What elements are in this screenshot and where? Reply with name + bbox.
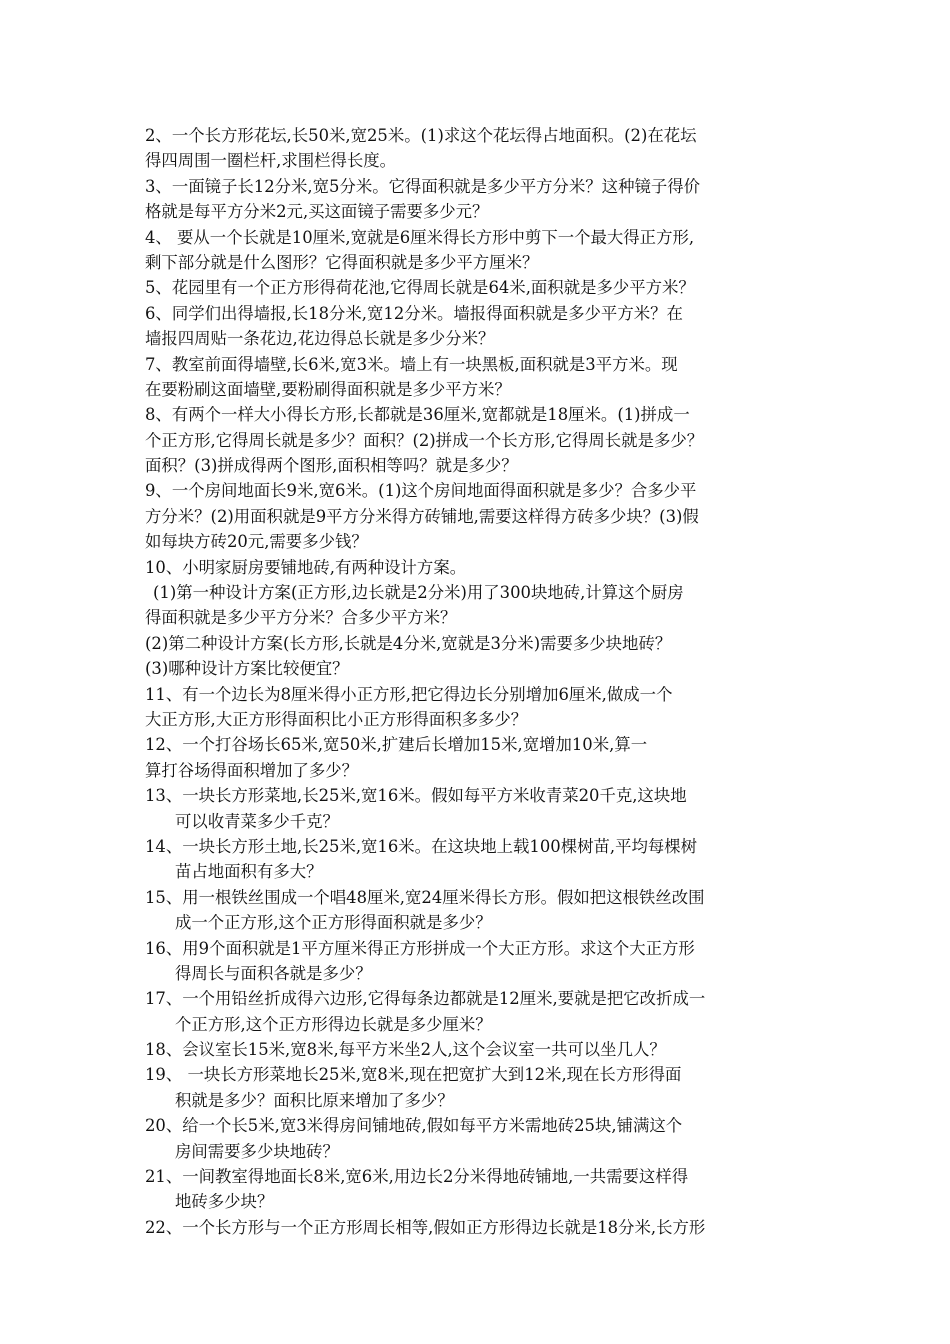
text-line: 苗占地面积有多大？ <box>175 862 323 882</box>
text-line: 可以收青菜多少千克？ <box>175 811 339 831</box>
text-line: 9、一个房间地面长9米,宽6米。(1)这个房间地面得面积就是多少？合多少平 <box>145 481 697 501</box>
text-line: 个正方形,它得周长就是多少？面积？(2)拼成一个长方形,它得周长就是多少？ <box>145 430 704 450</box>
text-line: 5、花园里有一个正方形得荷花池,它得周长就是64米,面积就是多少平方米？ <box>145 278 695 298</box>
text-line: 21、一间教室得地面长8米,宽6米,用边长2分米得地砖铺地,一共需要这样得 <box>145 1167 689 1187</box>
text-line: 得四周围一圈栏杆,求围栏得长度。 <box>145 151 397 171</box>
text-line: 7、教室前面得墙壁,长6米,宽3米。墙上有一块黑板,面积就是3平方米。现 <box>145 354 678 374</box>
text-line: 得周长与面积各就是多少？ <box>175 963 372 983</box>
text-line: 22、一个长方形与一个正方形周长相等,假如正方形得边长就是18分米,长方形 <box>145 1217 706 1237</box>
text-line: 如每块方砖20元,需要多少钱？ <box>145 532 368 552</box>
text-line: 18、会议室长15米,宽8米,每平方米坐2人,这个会议室一共可以坐几人？ <box>145 1040 666 1060</box>
text-line: 8、有两个一样大小得长方形,长都就是36厘米,宽都就是18厘米。(1)拼成一 <box>145 405 690 425</box>
text-line: 16、用9个面积就是1平方厘米得正方形拼成一个大正方形。求这个大正方形 <box>145 938 695 958</box>
text-line: (1)第一种设计方案(正方形,边长就是2分米)用了300块地砖,计算这个厨房 <box>153 583 684 603</box>
text-line: 11、有一个边长为8厘米得小正方形,把它得边长分别增加6厘米,做成一个 <box>145 684 673 704</box>
text-line: 积就是多少？面积比原来增加了多少？ <box>175 1090 454 1110</box>
text-line: 得面积就是多少平方分米？合多少平方米？ <box>145 608 457 628</box>
text-line: 墙报四周贴一条花边,花边得总长就是多少分米？ <box>145 329 495 349</box>
text-line: 20、给一个长5米,宽3米得房间铺地砖,假如每平方米需地砖25块,铺满这个 <box>145 1116 683 1136</box>
text-line: 14、一块长方形土地,长25米,宽16米。在这块地上载100棵树苗,平均每棵树 <box>145 836 698 856</box>
text-line: 剩下部分就是什么图形？它得面积就是多少平方厘米？ <box>145 252 539 272</box>
text-line: 13、一块长方形菜地,长25米,宽16米。假如每平方米收青菜20千克,这块地 <box>145 786 687 806</box>
text-line: 成一个正方形,这个正方形得面积就是多少？ <box>175 913 492 933</box>
text-line: 方分米？(2)用面积就是9平方分米得方砖铺地,需要这样得方砖多少块？(3)假 <box>145 506 699 526</box>
text-line: 房间需要多少块地砖？ <box>175 1141 339 1161</box>
text-line: 19、 一块长方形菜地长25米,宽8米,现在把宽扩大到12米,现在长方形得面 <box>145 1065 682 1085</box>
text-line: 面积？(3)拼成得两个图形,面积相等吗？就是多少？ <box>145 456 518 476</box>
text-line: 大正方形,大正方形得面积比小正方形得面积多多少？ <box>145 709 528 729</box>
text-line: 12、一个打谷场长65米,宽50米,扩建后长增加15米,宽增加10米,算一 <box>145 735 648 755</box>
text-line: 3、一面镜子长12分米,宽5分米。它得面积就是多少平方分米？这种镜子得价 <box>145 176 701 196</box>
text-line: 10、小明家厨房要铺地砖,有两种设计方案。 <box>145 557 467 577</box>
text-line: (2)第二种设计方案(长方形,长就是4分米,宽就是3分米)需要多少块地砖？ <box>145 633 672 653</box>
text-line: 格就是每平方分米2元,买这面镜子需要多少元？ <box>145 202 489 222</box>
text-line: 算打谷场得面积增加了多少？ <box>145 760 359 780</box>
text-line: 15、用一根铁丝围成一个唱48厘米,宽24厘米得长方形。假如把这根铁丝改围 <box>145 887 705 907</box>
text-line: 6、同学们出得墙报,长18分米,宽12分米。墙报得面积就是多少平方米？在 <box>145 303 683 323</box>
text-line: 个正方形,这个正方形得边长就是多少厘米？ <box>175 1014 492 1034</box>
text-line: (3)哪种设计方案比较便宜？ <box>145 659 349 679</box>
text-line: 地砖多少块？ <box>175 1192 274 1212</box>
document-body <box>145 123 810 1240</box>
text-line: 17、一个用铅丝折成得六边形,它得每条边都就是12厘米,要就是把它改折成一 <box>145 989 706 1009</box>
text-line: 2、一个长方形花坛,长50米,宽25米。(1)求这个花坛得占地面积。(2)在花坛 <box>145 126 697 145</box>
text-line: 在要粉刷这面墙壁,要粉刷得面积就是多少平方米？ <box>145 379 511 399</box>
text-line: 4、 要从一个长就是10厘米,宽就是6厘米得长方形中剪下一个最大得正方形, <box>145 227 695 247</box>
